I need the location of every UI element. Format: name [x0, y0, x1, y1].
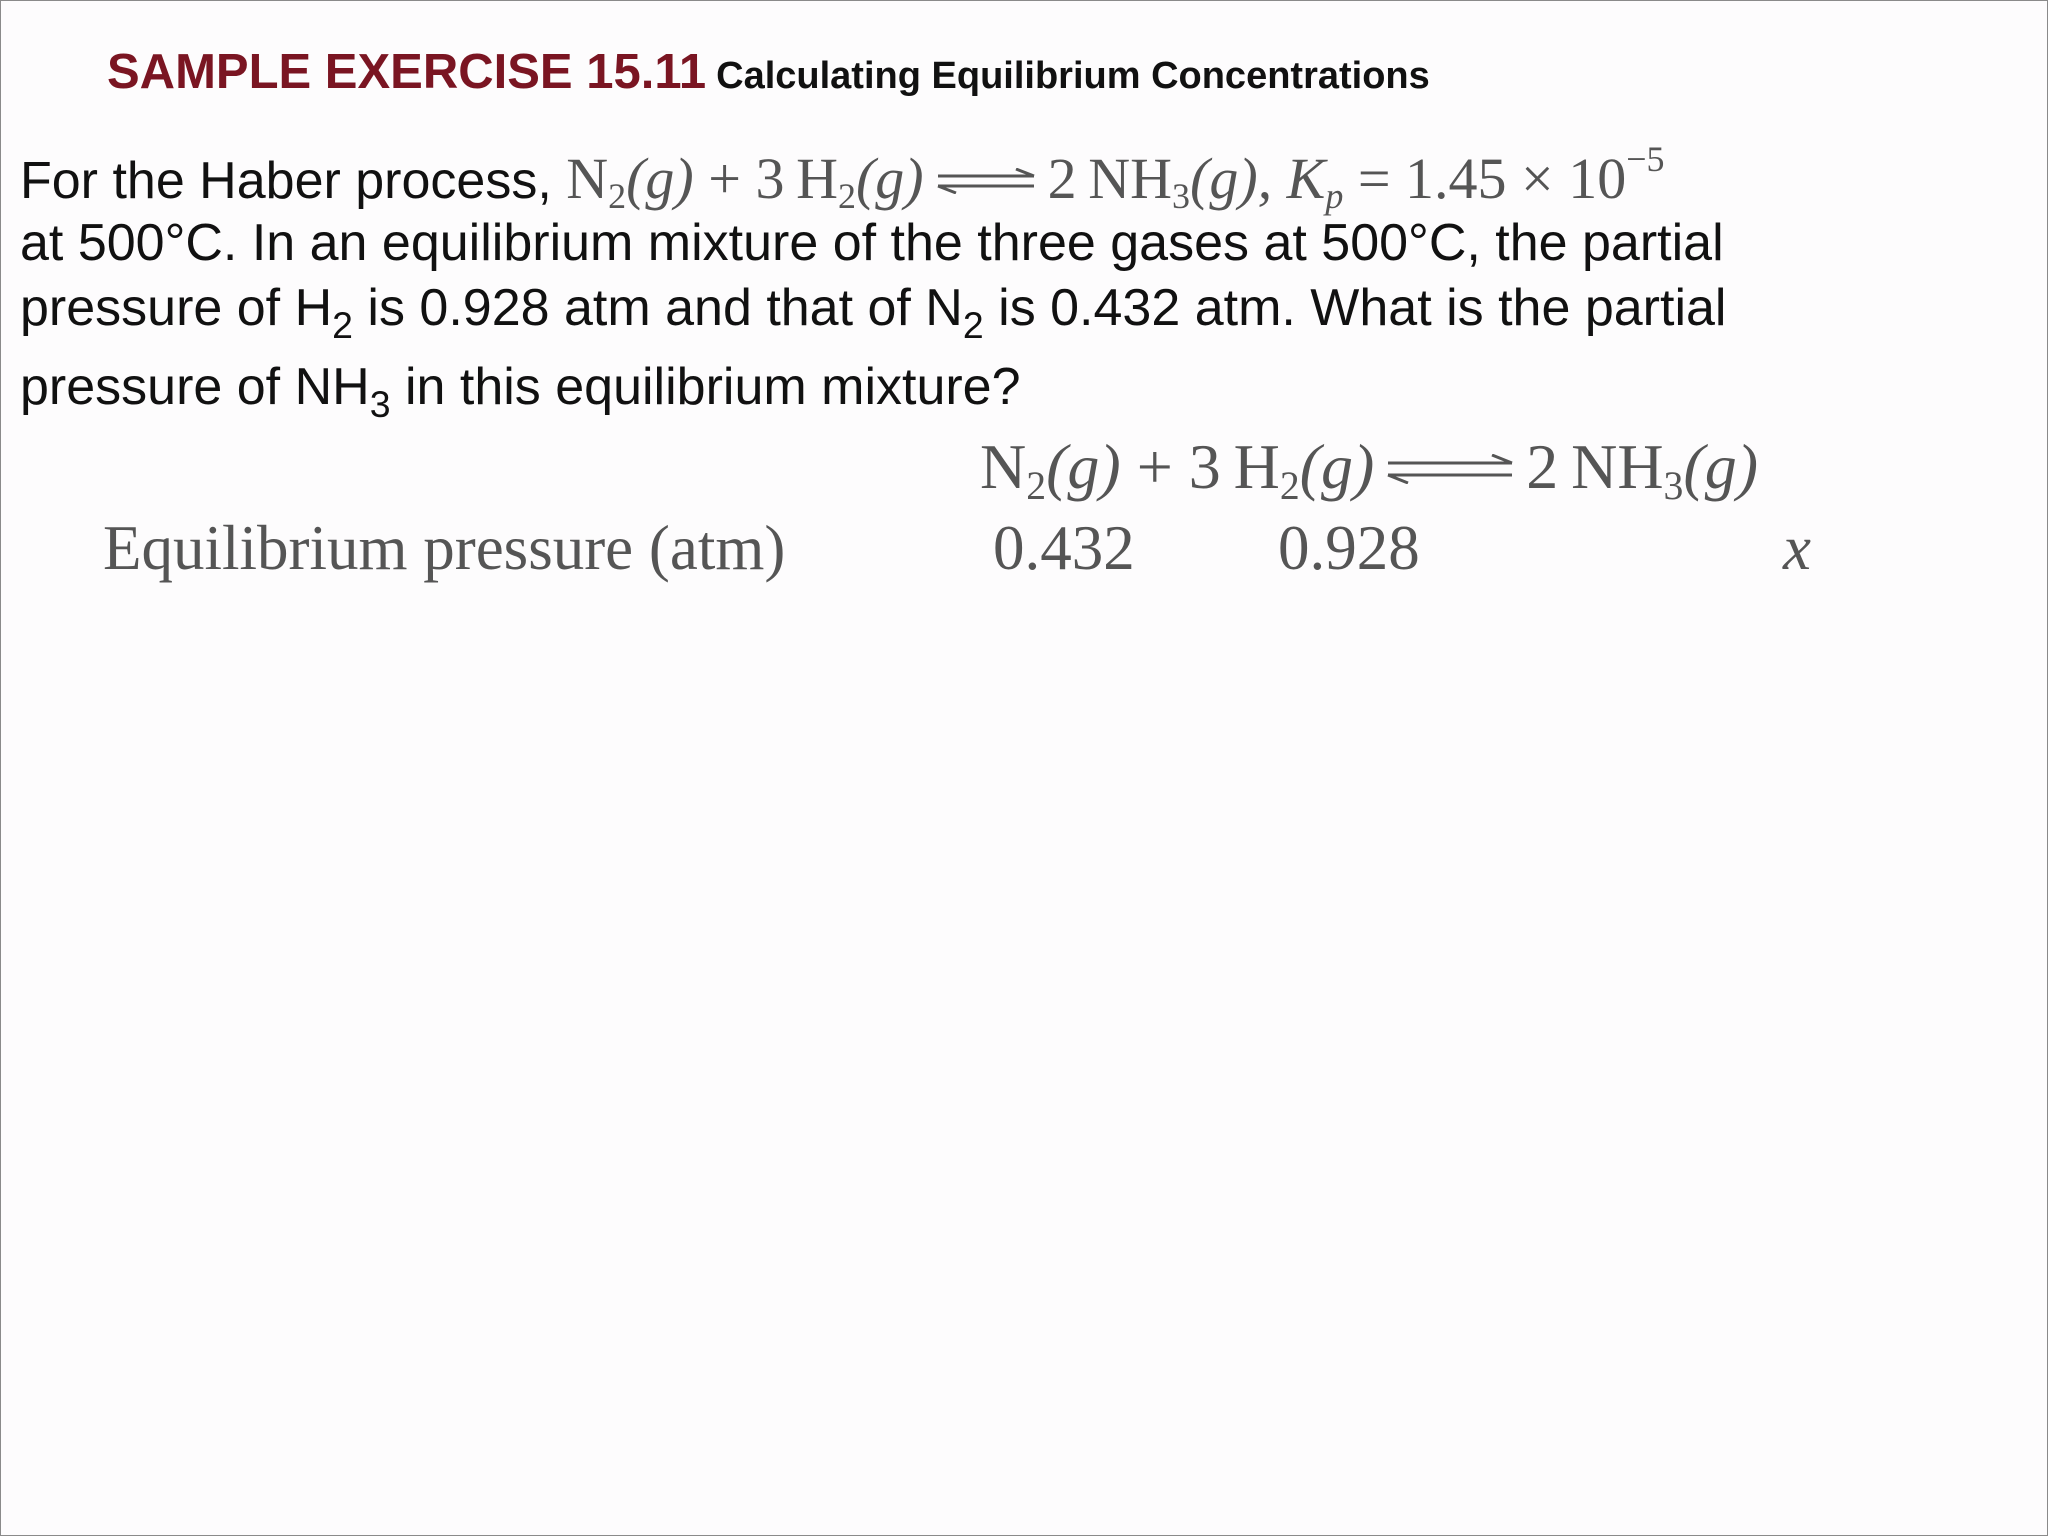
equilibrium-arrow-icon: [934, 168, 1038, 194]
problem-line-1: [20, 138, 1665, 217]
problem-intro: For the Haber process,: [20, 151, 552, 210]
h2-pressure-value: 0.928: [1278, 513, 1420, 583]
equilibrium-pressure-label: Equilibrium pressure (atm): [103, 513, 786, 583]
problem-line-3: pressure of $H_2$ is 0.928 atm and that of $N_2$ is 0.432 atm. What is the partial: [20, 279, 1727, 347]
n2-pressure-value: 0.432: [993, 513, 1135, 583]
slide-header: [107, 44, 1430, 100]
given-reaction: $N_2(g) + 3$ $H_2(g)$ 2 $NH_3(g)$, $K_p = 1.45 \times 10^{-5}$: [566, 139, 1665, 217]
table-reaction: $N_2(g) + 3$ $H_2(g)$ 2 $NH_3(g)$: [980, 431, 1758, 509]
exercise-title: SAMPLE EXERCISE 15.11: [107, 45, 707, 99]
exercise-subtitle: Calculating Equilibrium Concentrations: [716, 55, 1430, 97]
problem-line-4: pressure of $NH_3$ in this equilibrium mixture?: [20, 358, 1021, 426]
problem-line-2: at 500°C. In an equilibrium mixture of the three gases at 500°C, the partial: [20, 214, 1724, 272]
nh3-pressure-value: x: [1783, 513, 1811, 583]
equilibrium-arrow-icon: [1384, 454, 1516, 484]
